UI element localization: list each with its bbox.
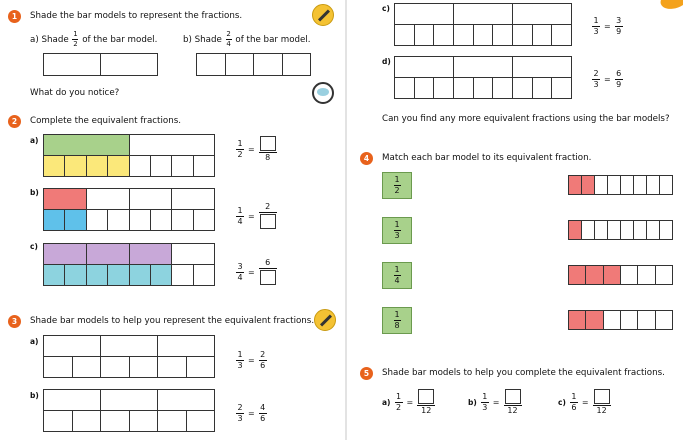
q4-fraction-quarter[interactable]: 1 4: [382, 262, 412, 289]
question-4-title: Match each bar model to its equivalent fraction.: [382, 153, 592, 163]
q3a-bar-bottom[interactable]: [43, 356, 215, 378]
right-d-bar-top[interactable]: [394, 56, 572, 78]
right-c-equation: 1 3 = 3 9: [593, 16, 622, 36]
q5a-equation: a) 1 2 = 12: [382, 389, 435, 415]
q3b-label: b): [30, 391, 39, 400]
page-divider: [345, 0, 347, 440]
question-5-title: Shade bar models to help you complete the equivalent fractions.: [382, 368, 665, 378]
question-4-number: 4: [360, 152, 373, 165]
question-3-number: 3: [8, 315, 21, 328]
question-2-title: Complete the equivalent fractions.: [30, 116, 181, 126]
q2a-bar-bottom: [43, 155, 215, 177]
q1b-instruction: b) Shade $\frac{2}{4}$ of the bar model.: [183, 30, 311, 48]
right-c-bar-bottom[interactable]: [394, 24, 572, 46]
q2b-bar-top: [43, 188, 215, 210]
q2c-label: c): [30, 242, 38, 251]
q3a-equation: 1 3 = 2 6: [237, 350, 266, 370]
right-c-bar-top[interactable]: [394, 3, 572, 25]
q4-fraction-half[interactable]: 1 2: [382, 172, 412, 199]
q3b-bar-top[interactable]: [43, 389, 215, 411]
q2c-equation: 3 4 = 6: [236, 259, 277, 285]
q2a-numerator-box[interactable]: [260, 136, 276, 151]
q4-bar-model-3-of-6[interactable]: [568, 265, 673, 285]
q4-bar-model-2-of-8[interactable]: [568, 175, 673, 195]
question-2-number: 2: [8, 115, 21, 128]
q2a-equation: 1 2 = 8: [236, 136, 277, 162]
q2b-equation: 1 4 = 2: [236, 203, 277, 229]
right-extension-question: Can you find any more equivalent fractions using the bar models?: [382, 114, 670, 124]
q5b-numerator-box[interactable]: [505, 389, 521, 404]
q4-bar-model-1-of-8[interactable]: [568, 220, 673, 240]
q1a-bar-model[interactable]: [43, 53, 158, 76]
q2a-label: a): [30, 136, 39, 145]
q4-bar-model-2-of-6[interactable]: [568, 310, 673, 330]
q2a-bar-top: [43, 134, 215, 156]
speech-bubble-icon: [312, 82, 334, 104]
q5a-numerator-box[interactable]: [418, 389, 434, 404]
q2c-bar-bottom: [43, 264, 215, 286]
q5c-numerator-box[interactable]: [594, 389, 610, 404]
corner-decoration: [658, 0, 683, 13]
q3a-bar-top[interactable]: [43, 335, 215, 357]
q1a-instruction: a) Shade $\frac{1}{2}$ of the bar model.: [30, 30, 158, 48]
right-d-equation: 2 3 = 6 9: [593, 69, 622, 89]
question-1-number: 1: [8, 10, 21, 23]
q2c-denominator-box[interactable]: [260, 270, 276, 285]
pencil-icon: [314, 309, 336, 331]
q5b-equation: b) 1 3 = 12: [468, 389, 522, 415]
q2b-label: b): [30, 188, 39, 197]
q1-notice-prompt: What do you notice?: [30, 88, 120, 98]
pencil-icon: [312, 4, 334, 26]
question-3-title: Shade bar models to help you represent the equivalent fractions.: [30, 316, 315, 326]
right-d-label: d): [382, 57, 391, 66]
right-d-bar-bottom[interactable]: [394, 77, 572, 99]
q5c-equation: c) 1 6 = 12: [558, 389, 611, 415]
q2b-bar-bottom: [43, 209, 215, 231]
q1b-bar-model[interactable]: [196, 53, 311, 76]
q3b-bar-bottom[interactable]: [43, 410, 215, 432]
q4-fraction-eighth[interactable]: 1 8: [382, 307, 412, 334]
q3a-label: a): [30, 337, 39, 346]
q3b-equation: 2 3 = 4 6: [237, 403, 266, 423]
question-1-title: Shade the bar models to represent the fractions.: [30, 11, 243, 21]
question-5-number: 5: [360, 367, 373, 380]
q4-fraction-third[interactable]: 1 3: [382, 217, 412, 244]
q2c-bar-top: [43, 243, 215, 265]
right-c-label: c): [382, 4, 390, 13]
q2b-denominator-box[interactable]: [260, 214, 276, 229]
